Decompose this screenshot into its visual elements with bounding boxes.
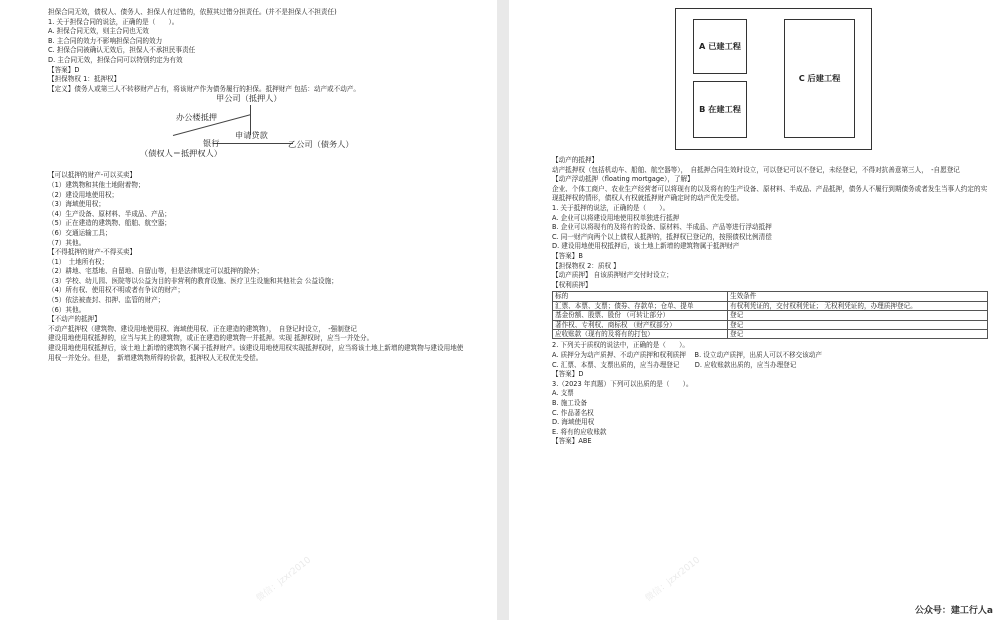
table-header: 生效条件 bbox=[728, 292, 988, 301]
list-item: （2）建设用地使用权； bbox=[48, 190, 119, 199]
box-built-project: A 已建工程 bbox=[693, 19, 747, 74]
option-a: A. 企业可以将建设用地使用权单独进行抵押 bbox=[552, 213, 680, 222]
mortgage-label: 办公楼抵押 bbox=[176, 112, 217, 123]
table-cell: 有权利凭证的，交付权利凭证； 无权利凭证的，办理质押登记。 bbox=[728, 301, 988, 310]
option-a: A. 支票 bbox=[552, 389, 574, 398]
table-cell: 登记 bbox=[728, 329, 988, 338]
list-item: （5）正在建造的建筑物、船舶、航空器； bbox=[48, 219, 171, 228]
table-cell: 登记 bbox=[728, 311, 988, 320]
table-cell: 汇票、本票、支票；债券、存款单；仓单、提单 bbox=[553, 301, 728, 310]
section-heading: 【不动产的抵押】 bbox=[48, 315, 101, 324]
right-column bbox=[552, 8, 988, 447]
mortgage-diagram bbox=[48, 95, 468, 169]
bank-role-label: （债权人＝抵押权人） bbox=[140, 148, 222, 159]
section-heading: 【可以抵押的财产-可以买卖】 bbox=[48, 171, 137, 180]
options-cd: C. 汇票、本票、支票出质的，应当办理登记 D. 应收账款出质的，应当办理登记 bbox=[552, 360, 797, 369]
option-d: D. 建设用地使用权抵押后，该土地上新增的建筑物属于抵押财产 bbox=[552, 242, 740, 251]
bank-label: 银行 bbox=[203, 138, 220, 149]
paragraph: 建设用地使用权抵押后，该土地上新增的建筑物不属于抵押财产。该建设用地使用权实现抵押权时，应当将该土地上新增的建筑物与建设用地使用权一并处分。但是， 新增建筑物所得的价款，抵押权人无权优先受偿。 bbox=[48, 344, 464, 362]
text-line: 【动产质押】 自该质押财产交付时设立； bbox=[552, 271, 673, 280]
list-item: （3）海域使用权； bbox=[48, 200, 105, 209]
section-heading: 【权利质押】 bbox=[552, 280, 592, 289]
paragraph: 动产抵押权（包括机动车、船舶、航空器等）， 自抵押合同生效时设立，可以登记可以不登记，未经登记，不得对抗善意第三人， -自愿登记 bbox=[552, 165, 960, 174]
paragraph: 企业、个体工商户、农业生产经营者可以将现有的以及将有的生产设备、原材料、半成品、产品抵押，债务人不履行到期债务或者发生当事人约定的实现抵押权的情形，债权人有权就抵押财产确定时的动产优先受偿。 bbox=[552, 184, 988, 203]
option-a: A. 担保合同无效，则主合同也无效 bbox=[48, 27, 149, 36]
question-1: 1. 关于担保合同的说法，正确的是（ ）。 bbox=[48, 17, 179, 26]
box-under-construction: B 在建工程 bbox=[693, 81, 747, 138]
arrow-line bbox=[213, 143, 293, 144]
table-header: 标的 bbox=[553, 292, 728, 301]
section-heading: 【动产的抵押】 bbox=[552, 156, 599, 164]
question-3: 3.（2023 年真题）下列可以出质的是（ ）。 bbox=[552, 379, 693, 388]
table-cell: 应收账款（现有的及将有的打包） bbox=[553, 329, 728, 338]
question-2: 2. 下列关于质权的说法中，正确的是（ ）。 bbox=[552, 341, 689, 350]
list-item: （1） 土地所有权； bbox=[48, 257, 109, 266]
list-item: （5）依法被查封、扣押、监管的财产； bbox=[48, 296, 165, 305]
list-item: （4）生产设备、原材料、半成品、产品； bbox=[48, 209, 171, 218]
paragraph: 建设用地使用权抵押的，应当与其上的建筑物，或正在建造的建筑物一并抵押。实现 抵押权时，应当一并处分。 bbox=[48, 334, 374, 343]
list-item: （1）建筑物和其他土地附着物； bbox=[48, 180, 145, 189]
list-item: （2）耕地、宅基地、自留地、自留山等，但是法律规定可以抵押的除外； bbox=[48, 267, 264, 276]
question-1: 1. 关于抵押的说法，正确的是（ ）。 bbox=[552, 203, 670, 212]
section-heading: 【担保物权 2：质权 】 bbox=[552, 261, 620, 270]
section-heading: 【担保物权 1：抵押权】 bbox=[48, 75, 121, 84]
section-heading: 【不得抵押的财产-不得买卖】 bbox=[48, 248, 137, 257]
left-column bbox=[48, 8, 468, 363]
box-future-project: C 后建工程 bbox=[784, 19, 855, 138]
option-c: C. 担保合同被确认无效后，担保人不承担民事责任 bbox=[48, 46, 196, 55]
project-diagram bbox=[675, 8, 872, 150]
list-item: （6）其他。 bbox=[48, 305, 86, 314]
list-item: （4）所有权、使用权不明或者有争议的财产； bbox=[48, 286, 185, 295]
table-header-row bbox=[553, 292, 988, 301]
option-b: B. 施工设备 bbox=[552, 398, 588, 407]
option-b: B. 企业可以将现有的及将有的设备、原材料、半成品、产品等进行浮动抵押 bbox=[552, 223, 772, 232]
table-row bbox=[553, 329, 988, 338]
watermark: 微信：jzxr2010 bbox=[254, 555, 314, 604]
paragraph: 不动产抵押权（建筑物、建设用地使用权、海域使用权、正在建造的建筑物）， 自登记时设立， -强制登记 bbox=[48, 324, 357, 333]
list-item: （3）学校、幼儿园、医院等以公益为目的非营利的教育设施、医疗卫生设施和其他社会 公益设施； bbox=[48, 276, 338, 285]
left-page bbox=[0, 0, 497, 620]
definition: 【定义】债务人或第三人不转移财产占有，将该财产作为债务履行的担保。抵押财产 包括：动产或不动产。 bbox=[48, 84, 361, 93]
option-c: C. 作品著名权 bbox=[552, 408, 594, 417]
rights-pledge-table bbox=[552, 291, 988, 339]
section-heading: 【动产浮动抵押（floating mortgage），了解】 bbox=[552, 175, 694, 184]
answer: 【答案】ABE bbox=[552, 437, 592, 446]
option-c: C. 同一财产向两个以上债权人抵押的，抵押权已登记的，按照债权比例清偿 bbox=[552, 232, 772, 241]
watermark: 微信：jzxr2010 bbox=[643, 555, 703, 604]
option-d: D. 海域使用权 bbox=[552, 418, 595, 427]
answer: 【答案】D bbox=[552, 370, 584, 379]
table-row bbox=[553, 320, 988, 329]
right-page bbox=[509, 0, 999, 620]
option-e: E. 将有的应收账款 bbox=[552, 427, 607, 436]
option-d: D. 主合同无效，担保合同可以特别约定为有效 bbox=[48, 55, 183, 64]
text-line: 担保合同无效，债权人、债务人、担保人有过错的，依照其过错分担责任。(并不是担保人不担责任) bbox=[48, 8, 337, 16]
table-row bbox=[553, 301, 988, 310]
table-cell: 基金份额、股票、股份 （可转让部分） bbox=[553, 311, 728, 320]
mortgagor-label: 甲公司（抵押人） bbox=[216, 93, 282, 104]
table-row bbox=[553, 311, 988, 320]
loan-label: 申请贷款 bbox=[235, 130, 268, 141]
table-cell: 著作权、专利权、商标权 （财产权部分） bbox=[553, 320, 728, 329]
option-b: B. 主合同的效力不影响担保合同的效力 bbox=[48, 36, 163, 45]
table-cell: 登记 bbox=[728, 320, 988, 329]
debtor-label: 乙公司（债务人） bbox=[288, 139, 354, 150]
list-item: （7）其他。 bbox=[48, 238, 86, 247]
footer-account: 公众号：建工行人a bbox=[914, 606, 993, 616]
answer: 【答案】B bbox=[552, 251, 583, 260]
options-ab: A. 质押分为动产质押、不动产质押和权利质押 B. 设立动产质押，出质人可以不移交该动产 bbox=[552, 350, 822, 359]
list-item: （6）交通运输工具； bbox=[48, 228, 112, 237]
answer: 【答案】D bbox=[48, 65, 80, 74]
